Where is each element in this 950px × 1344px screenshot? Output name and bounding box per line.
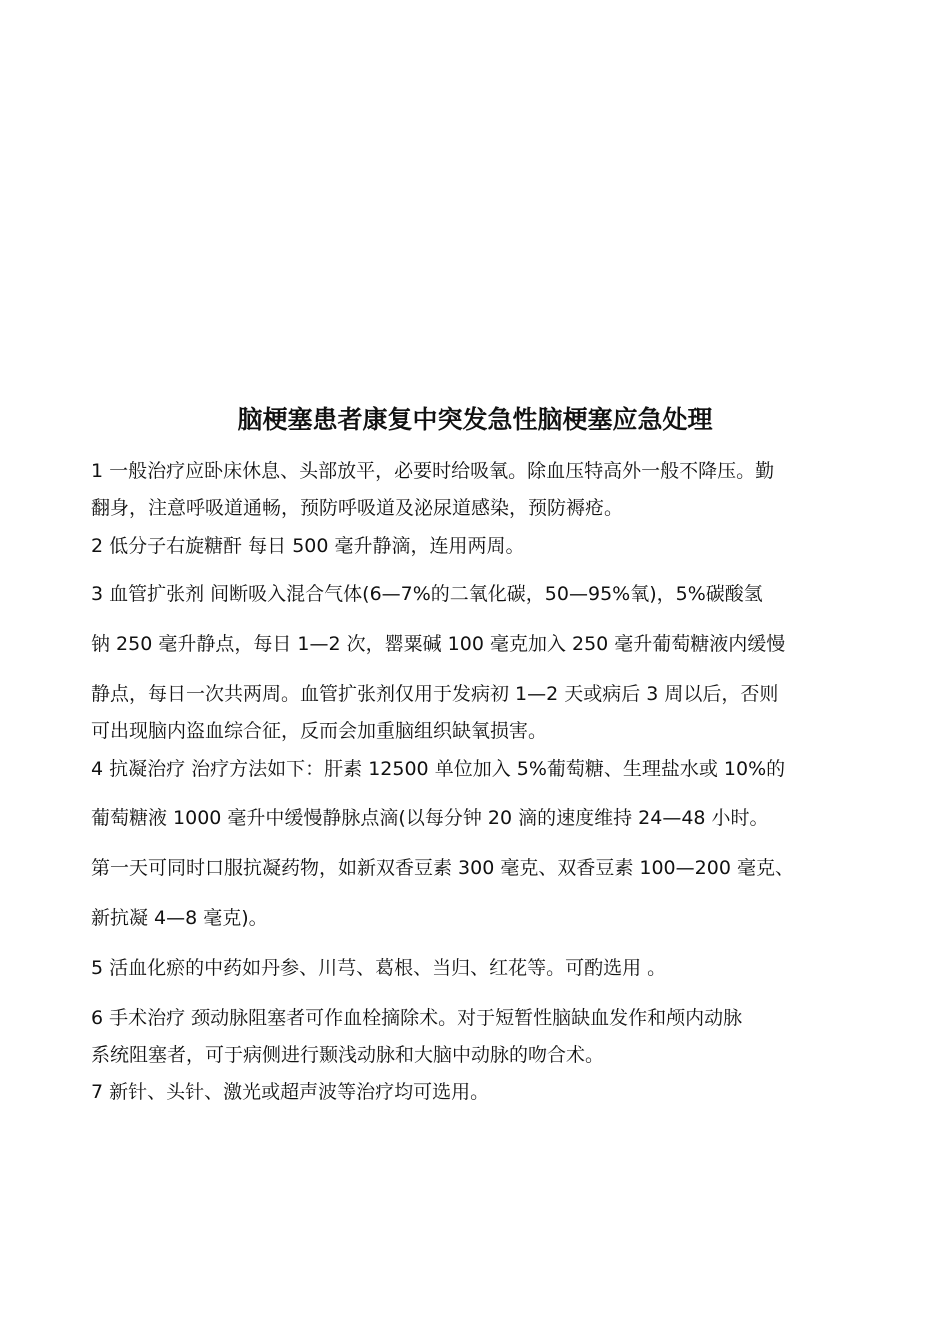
- paragraph-3-line-4: 可出现脑内盗血综合征，反而会加重脑组织缺氧损害。: [91, 720, 548, 742]
- paragraph-4-line-4: 新抗凝 4—8 毫克)。: [91, 907, 268, 929]
- paragraph-5-line-1: 5 活血化瘀的中药如丹参、川芎、葛根、当归、红花等。可酌选用 。: [91, 957, 667, 979]
- paragraph-4-line-1: 4 抗凝治疗 治疗方法如下：肝素 12500 单位加入 5%葡萄糖、生理盐水或 10%的: [91, 758, 786, 780]
- paragraph-1-line-2: 翻身，注意呼吸道通畅，预防呼吸道及泌尿道感染，预防褥疮。: [91, 497, 624, 519]
- paragraph-7-line-1: 7 新针、头针、激光或超声波等治疗均可选用。: [91, 1081, 490, 1103]
- paragraph-4-line-3: 第一天可同时口服抗凝药物，如新双香豆素 300 毫克、双香豆素 100—200 毫克、: [91, 857, 794, 879]
- paragraph-6-line-2: 系统阻塞者，可于病侧进行颞浅动脉和大脑中动脉的吻合术。: [91, 1044, 605, 1066]
- paragraph-3-line-2: 钠 250 毫升静点，每日 1—2 次，罂粟碱 100 毫克加入 250 毫升葡萄糖液内缓慢: [91, 633, 786, 655]
- paragraph-2-line-1: 2 低分子右旋糖酐 每日 500 毫升静滴，连用两周。: [91, 535, 525, 557]
- paragraph-4-line-2: 葡萄糖液 1000 毫升中缓慢静脉点滴(以每分钟 20 滴的速度维持 24—48 小时。: [91, 807, 769, 829]
- paragraph-3-line-1: 3 血管扩张剂 间断吸入混合气体(6—7%的二氧化碳，50—95%氧)，5%碳酸氢: [91, 583, 763, 605]
- document-title: 脑梗塞患者康复中突发急性脑梗塞应急处理: [237, 405, 713, 434]
- paragraph-6-line-1: 6 手术治疗 颈动脉阻塞者可作血栓摘除术。对于短暂性脑缺血发作和颅内动脉: [91, 1007, 743, 1029]
- paragraph-3-line-3: 静点，每日一次共两周。血管扩张剂仅用于发病初 1—2 天或病后 3 周以后，否则: [91, 683, 779, 705]
- paragraph-1-line-1: 1 一般治疗应卧床休息、头部放平，必要时给吸氧。除血压特高外一般不降压。勤: [91, 460, 775, 482]
